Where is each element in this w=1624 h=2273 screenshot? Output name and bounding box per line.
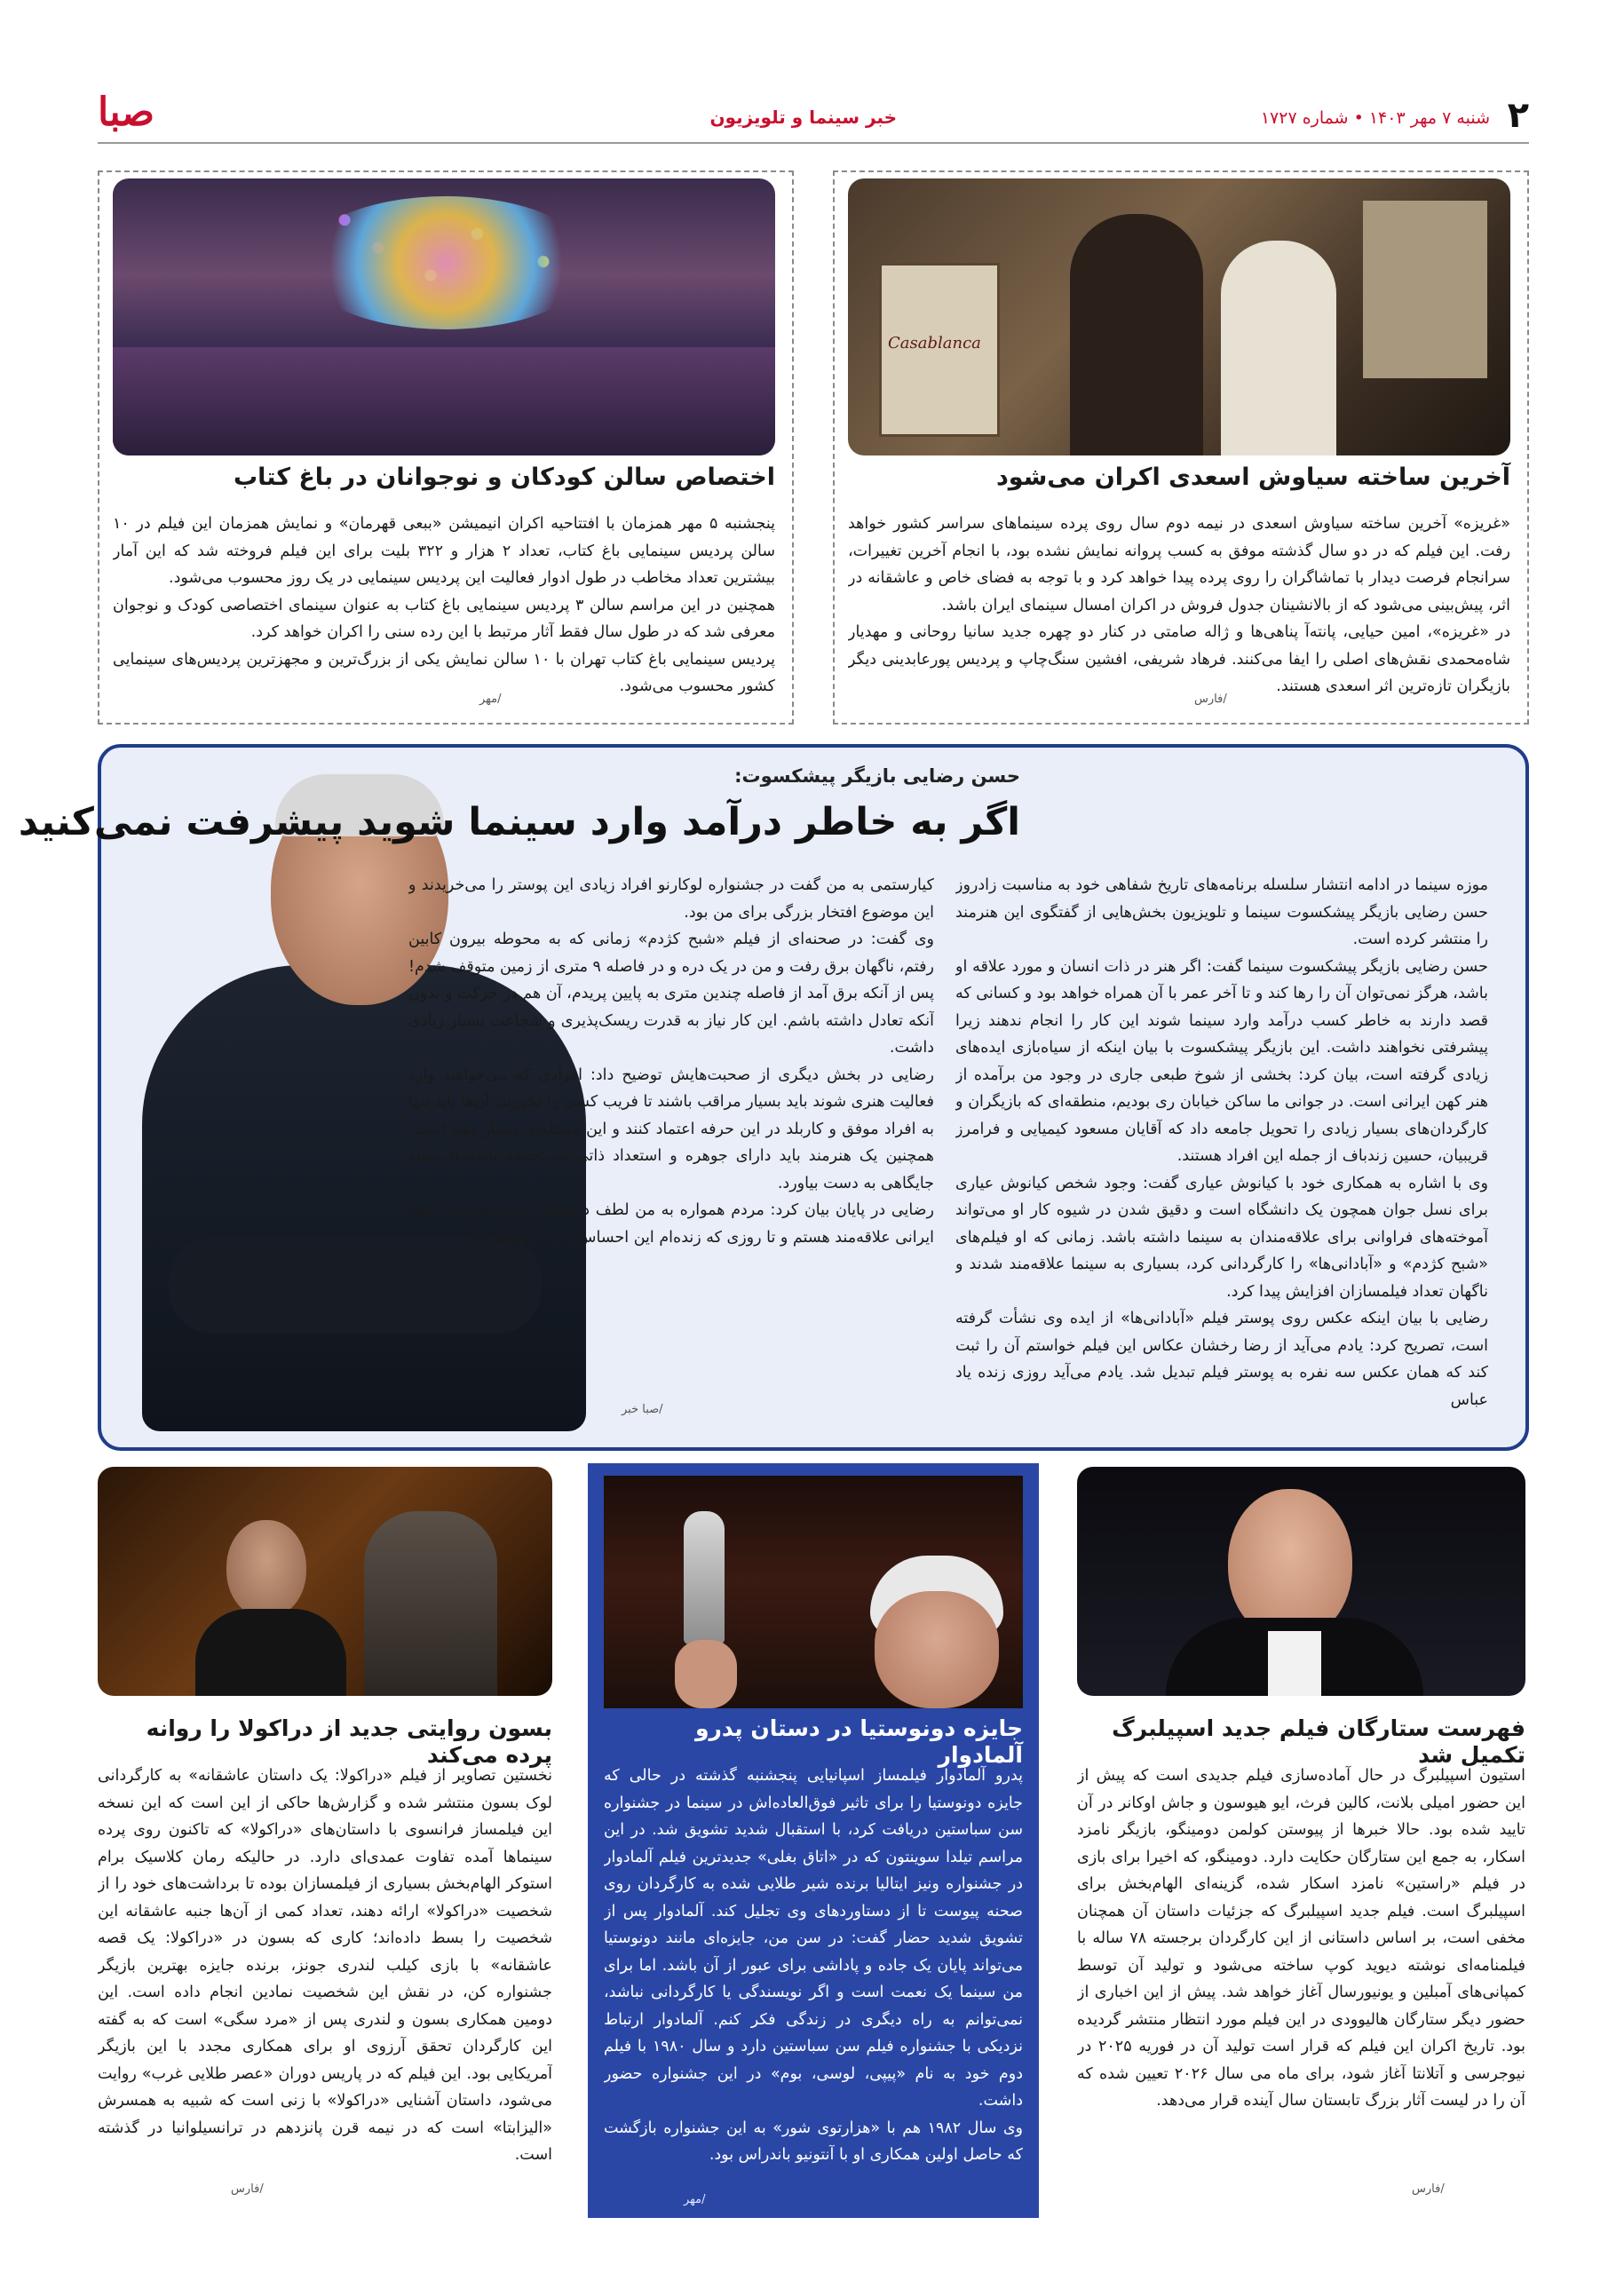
interview-column-right [955, 872, 1488, 1415]
poster-text: Casablanca [888, 334, 981, 352]
article-2-para-1: پنجشنبه ۵ مهر همزمان با افتتاحیه اکران انیمیشن «ببعی قهرمان» و نمایش همزمان این فیلم در ۱۰ سالن پردیس سینمایی باغ کتاب، تعداد ۲ هزار و ۳۲۲ بلیت برای این فیلم فروخته شد که این آمار بیشترین تعداد مخاطب در طول ادوار فعالیت این پردیس سینمایی در یک روز محسوب می‌شود. [113, 515, 775, 587]
article-4-title: جایزه دونوستیا در دستان پدرو آلمادوار [694, 1715, 1023, 1768]
hand-shape [675, 1640, 737, 1708]
balloons-photo [113, 178, 775, 455]
interview-kicker: حسن رضایی بازیگر پیشکسوت: [734, 765, 1020, 787]
article-2-para-2: همچنین در این مراسم سالن ۳ پردیس سینمایی باغ کتاب به عنوان سینمای اختصاصی کودک و نوجوان معرفی شد که در طول سال فقط آثار مرتبط با این رده سنی را اکران خواهد کرد. [113, 596, 775, 641]
article-2-title: اختصاص سالن کودکان و نوجوانان در باغ کتاب [233, 463, 775, 491]
article-1-para-1: «غریزه» آخرین ساخته سیاوش اسعدی در نیمه دوم سال روی پرده سینماهای سراسر کشور خواهد رفت. این فیلم که در دو سال گذشته موفق به کسب پروانه نمایش نشده بود، با انجام آخرین تغییرات، سرانجام فرصت دیدار با تماشاگران را روی پرده پیدا خواهد کرد و با توجه به فضای خاص و عاشقانه در اثر، پیش‌بینی می‌شود که از بالانشینان جدول فروش در اکران امسال سینمای ایران باشد. [848, 515, 1510, 614]
wall-poster [1363, 201, 1487, 378]
article-4-text-2: وی سال ۱۹۸۲ هم با «هزارتوی شور» به این جشنواره بازگشت که حاصل اولین همکاری او با آنتونیو باندراس بود. [604, 2119, 1023, 2164]
dracula-photo [98, 1467, 552, 1696]
actor-body-1 [195, 1609, 346, 1696]
trophy-icon [684, 1511, 725, 1644]
interview-title: اگر به خاطر درآمد وارد سینما شوید پیشرفت نمی‌کنید [18, 800, 1020, 844]
crowd-shape [113, 347, 775, 455]
actor-silhouette-2 [1221, 241, 1336, 455]
person-face [875, 1591, 999, 1708]
header-rule [98, 142, 1529, 144]
spielberg-photo [1077, 1467, 1525, 1696]
article-1-body [848, 511, 1510, 717]
article-3-title: فهرست ستارگان فیلم جدید اسپیلبرگ تکمیل شد [1112, 1715, 1525, 1768]
interview-right-para-1: موزه سینما در ادامه انتشار سلسله برنامه‌های تاریخ شفاهی خود به مناسبت زادروز حسن رضایی بازیگر پیشکسوت سینما و تلویزیون بخش‌هایی از گفتگوی این هنرمند را منتشر کرده است. [955, 876, 1488, 948]
interview-left-para-1: کیارستمی به من گفت در جشنواره لوکارنو افراد زیادی این پوستر را می‌خریدند و این موضوع افتخار بزرگی برای من بود. [408, 876, 934, 922]
interview-source: /صبا خبر [622, 1403, 663, 1416]
interview-right-para-3: وی با اشاره به همکاری خود با کیانوش عیاری گفت: وجود شخص کیانوش عیاری برای نسل جوان همچون یک دانشگاه است و دقیق شدن در شیوه کار او می‌تواند آموخته‌های فراوانی برای علاقه‌مندان به سینما داشته باشد. زمانی که او فیلم‌های «شبح کژدم» و «آبادانی‌ها» را کارگردانی کرد، بسیاری به سینما علاقه‌مند شدند و ناگهان تعداد فیلمسازان افزایش پیدا کرد. [955, 1174, 1488, 1301]
article-3-body [1077, 1762, 1525, 2199]
article-4-source: /مهر [684, 2193, 706, 2206]
interview-column-left [408, 872, 934, 1415]
interview-right-para-4: رضایی با بیان اینکه عکس روی پوستر فیلم «آبادانی‌ها» از ایده وی نشأت گرفته است، تصریح کرد: یادم می‌آید از رضا رخشان عکاس این فیلم خواستم آن را ثبت کند که همان عکس سه نفره به پوستر فیلم تبدیل شد. یادم می‌آید روزی زنده یاد عباس [955, 1310, 1488, 1409]
article-5-body [98, 1762, 552, 2199]
page-header [98, 90, 1529, 140]
film-still-photo [848, 178, 1510, 455]
article-5-text: نخستین تصاویر از فیلم «دراکولا: یک داستان عاشقانه» به کارگردانی لوک بسون منتشر شده و گزارش‌ها حاکی از این است که این نسخه این فیلمساز فرانسوی با داستان‌های «دراکولا» که تاکنون روی پرده سینماها آمده تفاوت عمدی‌ای دارد. در حالیکه رمان کلاسیک برام استوکر الهام‌بخش بسیاری از فیلمسازان بوده تا برداشت‌های خود را از شخصیت «دراکولا» ارائه دهند، تعداد کمی از آن‌ها جنبه عاشقانه این شخصیت را بسط داده‌اند؛ کاری که بسون در «دراکولا: یک قصه عاشقانه» با بازی کیلب لندری جونز، برنده جایزه بهترین بازیگر جشنواره کن، در نقش این شخصیت نمادین انجام داده است. این دومین همکاری بسون و لندری پس از «مرد سگی» است که به گفته این کارگردان تحقق آرزوی او برای همکاری مجدد با این بازیگر آمریکایی بود. این فیلم که در پاریس دوران «عصر طلایی غرب» روایت می‌شود، داستان آشنایی «دراکولا» با زنی است که شبیه به همسرش «الیزابتا» است که در نیمه قرن پانزدهم در ترانسیلوانیا در گذشته است. [98, 1767, 552, 2164]
article-5-title: بسون روایتی جدید از دراکولا را روانه پرده می‌کند [146, 1715, 552, 1768]
actor-silhouette-1 [1070, 214, 1203, 455]
article-2-source: /مهر [479, 693, 502, 706]
actor-head-1 [226, 1520, 306, 1618]
article-1-source: /فارس [1194, 693, 1227, 706]
almodovar-photo [604, 1476, 1023, 1708]
article-4-text-1: پدرو آلمادوار فیلمساز اسپانیایی پنجشنبه گذشته در حالی که جایزه دونوستیا را برای تاثیر فوق‌العاده‌اش در سینما در جشنواره سن سباستین دریافت کرد، با استقبال شدید تشویق شد. در این مراسم تیلدا سوینتون که در «اتاق بغلی» جدیدترین فیلم آلمادوار در جشنواره ونیز ایتالیا برنده شیر طلایی شده به کارگردان روی صحنه پیوست تا از دستاوردهای وی تجلیل کند. آلمادوار پس از تشویق شدید حضار گفت: در سن من، جایزه‌ای مانند دونوستیا می‌تواند پایان یک جاده و پاداشی برای عبور از آن باشد. اما برای من سینما یک نعمت است و اگر نویسندگی یا کارگردانی نباشد، نمی‌توانم به راه دیگری در زندگی فکر کنم. آلمادوار ارتباط نزدیکی با جشنواره فیلم سن سباستین دارد و سال ۱۹۸۰ با فیلم دوم خود به نام «پیپی، لوسی، بوم» در این جشنواره حضور داشت. [604, 1767, 1023, 2110]
balloon-cluster [299, 196, 592, 329]
article-3-text: استیون اسپیلبرگ در حال آماده‌سازی فیلم جدیدی است که پیش از این حضور امیلی بلانت، کالین فرث، ایو هیوسون و جاش اوکانر در آن تایید شده بود. حالا خبرها از پیوستن کولمن دومینگو، بازیگر نامزد اسکار، به جمع این ستارگان حکایت دارد. دومینگو، که اخیرا برای بازی در فیلم «راستین» نامزد اسکار شده، گزینه‌ای الهام‌بخش برای اسپیلبرگ است. فیلم جدید اسپیلبرگ که جزئیات داستان آن همچنان مخفی است، بر اساس داستانی از این کارگردان برجسته ۷۸ ساله با فیلمنامه‌ای نوشته دیوید کوپ ساخته می‌شود و تولید آن توسط کمپانی‌های آمبلین و یونیورسال آغاز خواهد شد. پیش از این اخباری از حضور دیگر ستارگان هالیوودی در این فیلم مورد انتظار منتشر گردیده بود. تاریخ اکران این فیلم که قرار است تولید آن در فوریه ۲۰۲۵ در نیوجرسی و آتلانتا آغاز شود، برای ماه می سال ۲۰۲۶ تعیین شده که آن را در لیست آثار بزرگ تابستان سال آینده قرار می‌دهد. [1077, 1767, 1525, 2110]
article-2-body [113, 511, 775, 717]
article-3-source: /فارس [1412, 2182, 1445, 2196]
article-5-source: /فارس [231, 2182, 264, 2196]
article-1-title: آخرین ساخته سیاوش اسعدی اکران می‌شود [995, 463, 1510, 491]
article-4-body [604, 1762, 1023, 2206]
interview-left-para-3: رضایی در بخش دیگری از صحبت‌هایش توضیح داد: افرادی که می‌خواهند وارد فعالیت هنری شوند باید بسیار مراقب باشند تا فریب کسی را نخورند. آن‌ها باید تنها به افراد موفق و کاربلد در این حرفه اعتماد کنند و این مسئله‌ای بسیار مهم است. همچنین یک هنرمند باید دارای جوهره و استعداد ذاتی این حرفه باشد تا بتواند جایگاهی به دست بیاورد. [408, 1065, 934, 1192]
interview-right-para-2: حسن رضایی بازیگر پیشکسوت سینما گفت: اگر هنر در ذات انسان و مورد علاقه او باشد، هرگز نمی‌توان آن را رها کند و تا آخر عمر با آن همراه خواهد بود و کسانی که قصد دارند به خاطر کسب درآمد وارد سینما شوند این کار را انجام ندهند زیرا پیشرفتی نخواهند داشت. این بازیگر پیشکسوت با بیان اینکه از سیاه‌بازی ایده‌های زیادی گرفته است، بیان کرد: بخشی از شوخ طبعی جاری در وجود من برآمده از هنر کهن ایرانی است. در جوانی ما ساکن خیابان ری بودیم، منطقه‌ای که بازیگران و کارگردان‌های بسیار زیادی را تحویل جامعه داد که آقایان مسعود کیمیایی و فرامرز قریبیان، حسین زندباف از جمله این افراد هستند. [955, 957, 1488, 1165]
person-shirt [1268, 1631, 1321, 1696]
interview-left-para-2: وی گفت: در صحنه‌ای از فیلم «شبح کژدم» زمانی که به محوطه بیرون کابین رفتم، ناگهان برق رفت و من در یک دره و در فاصله ۹ متری از زمین متوقف شدم! پس از آنکه برق آمد از فاصله چندین متری به پایین پریدم، آن هم در حرکت و بدون آنکه تعادل داشته باشم. این کار نیاز به قدرت ریسک‌پذیری و شجاعت بسیار زیادی داشت. [408, 931, 934, 1057]
article-1-para-2: در «غریزه»، امین حیایی، پانته‌آ پناهی‌ها و ژاله صامتی در کنار دو چهره جدید سانیا روحانی و مهدیار شاه‌محمدی نقش‌های اصلی را ایفا می‌کنند. فرهاد شریفی، افشین سنگ‌چاپ و پردیس پورعابدینی دیگر بازیگران تازه‌ترین اثر اسعدی هستند. [848, 623, 1510, 695]
page-number: ۲ [1507, 95, 1529, 136]
logo: صبا [98, 90, 155, 135]
interview-left-para-4: رضایی در پایان بیان کرد: مردم همواره به من لطف داشته‌اند و من هم به جامعه ایرانی علاقه‌مند هستم و تا روزی که زنده‌ام این احساس پابرجا خواهد بود. [408, 1201, 934, 1247]
issue-info: شنبه ۷ مهر ۱۴۰۳ • شماره ۱۷۲۷ [1260, 108, 1490, 128]
section-title: خبر سینما و تلویزیون [709, 107, 897, 128]
article-2-para-3: پردیس سینمایی باغ کتاب تهران با ۱۰ سالن نمایش یکی از بزرگ‌ترین و مجهزترین پردیس‌های سینمایی کشور محسوب می‌شود. [113, 650, 775, 695]
actor-armor-2 [364, 1511, 497, 1696]
